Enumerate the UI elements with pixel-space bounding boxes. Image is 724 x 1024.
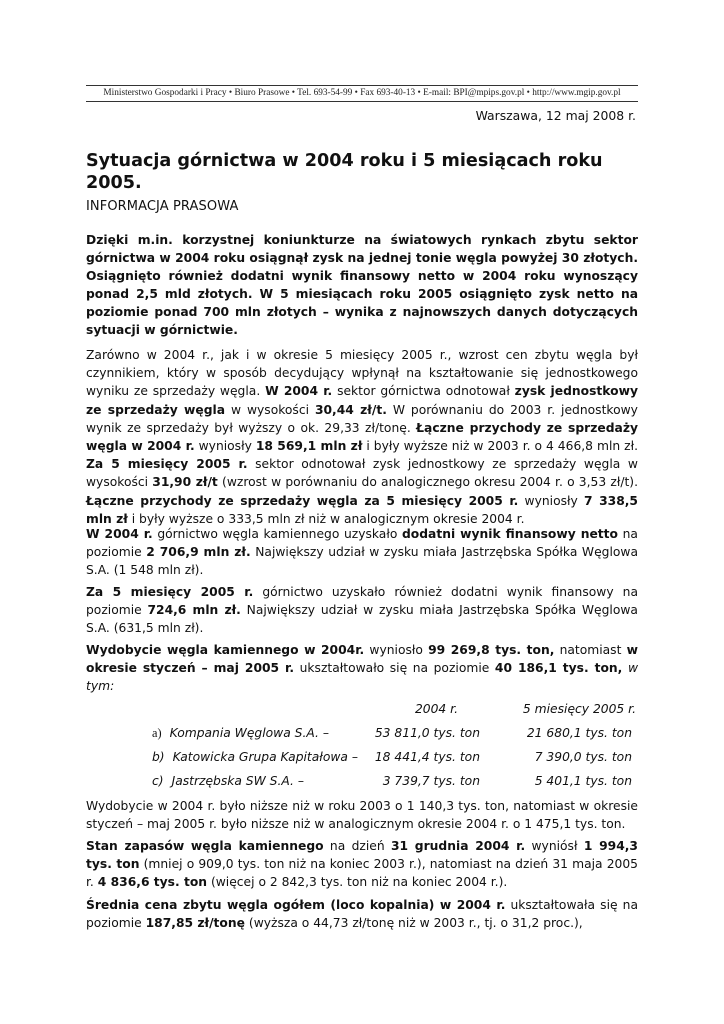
page-title: Sytuacja górnictwa w 2004 roku i 5 miesiącach roku 2005. <box>86 151 603 193</box>
table-row <box>86 726 638 744</box>
company-name: Jastrzębska SW S.A. – <box>171 774 305 788</box>
header-rule-top <box>86 85 638 86</box>
column-header-2005: 5 miesięcy 2005 r. <box>522 702 636 716</box>
paragraph-stocks: Stan zapasów węgla kamiennego na dzień 31 grudnia 2004 r. wyniósł 1 994,3 tys. ton (mniej o 909,0 tys. ton niż na koniec 2003 r.), natomiast na dzień 31 maja 2005 r. 4 836,6 tys. ton (więcej o 2 842,3 tys. ton niż na koniec 2004 r.). <box>86 839 638 890</box>
value-2004: 3 739,7 tys. ton <box>382 774 480 788</box>
paragraph-net-result-2005: Za 5 miesięcy 2005 r. górnictwo uzyskało również dodatni wynik finansowy na poziomie 724,6 mln zł. Największy udział w zysku miała Jastrzębska Spółka Węglowa S.A. (631,5 mln zł). <box>86 585 639 636</box>
paragraph-profit: Zarówno w 2004 r., jak i w okresie 5 miesięcy 2005 r., wzrost cen zbytu węgla był czynnikiem, który w sposób decydujący wpłynął na kształtowanie się jednostkowego wyniku ze sprzedaży węgla. W 2004 r. sektor górnictwa odnotował zysk jednostkowy ze sprzedaży węgla w wysokości 30,44 zł/t. W porównaniu do 2003 r. jednostkowy wynik ze sprzedaży był wyższy o ok. 29,33 zł/tonę. Łączne przychody ze sprzedaży węgla w 2004 r. wyniosły 18 569,1 mln zł i były wyższe niż w 2003 r. o 4 466,8 mln zł. Za 5 miesięcy 2005 r. sektor odnotował zysk jednostkowy ze sprzedaży węgla w wysokości 31,90 zł/t (wzrost w porównaniu do analogicznego okresu 2004 r. o 3,53 zł/t). Łączne przychody ze sprzedaży węgla za 5 miesięcy 2005 r. wyniosły 7 338,5 mln zł i były wyższe o 333,5 mln zł niż w analogicznym okresie 2004 r. <box>86 348 638 526</box>
column-header-2004: 2004 r. <box>414 702 458 716</box>
paragraph-net-result-2004: W 2004 r. górnictwo węgla kamiennego uzyskało dodatni wynik finansowy netto na poziomie 2 706,9 mln zł. Największy udział w zysku miała Jastrzębska Spółka Węglowa S.A. (1 548 mln zł). <box>86 527 638 578</box>
value-2005: 7 390,0 tys. ton <box>534 750 632 764</box>
masthead: Ministerstwo Gospodarki i Pracy • Biuro Prasowe • Tel. 693-54-99 • Fax 693-40-13 • E-mail: BPI@mpips.gov.pl • http://www.mgip.gov.pl <box>103 88 621 98</box>
header-rule-bottom <box>86 101 638 102</box>
lead-paragraph: Dzięki m.in. korzystnej koniunkturze na światowych rynkach zbytu sektor górnictwa w 2004 roku osiągnął zysk na jednej tonie węgla powyżej 30 złotych. Osiągnięto również dodatni wynik finansowy netto w 2004 roku wynoszący ponad 2,5 mld złotych. W 5 miesiącach roku 2005 osiągnięto zysk netto na poziomie ponad 700 mln złotych – wynika z najnowszych danych dotyczących sytuacji w górnictwie. <box>86 233 638 337</box>
row-index: b) <box>152 750 165 764</box>
paragraph-average-price: Średnia cena zbytu węgla ogółem (loco kopalnia) w 2004 r. ukształtowała się na poziomie 187,85 zł/tonę (wyższa o 44,73 zł/tonę niż w 2003 r., tj. o 31,2 proc.), <box>86 898 638 931</box>
company-name: Katowicka Grupa Kapitałowa – <box>172 750 358 764</box>
company-name: Kompania Węglowa S.A. – <box>169 726 329 740</box>
table-header-row <box>86 702 638 720</box>
document-type: INFORMACJA PRASOWA <box>86 199 239 214</box>
table-row <box>86 750 638 768</box>
row-index: a) <box>152 726 162 740</box>
paragraph-output: Wydobycie węgla kamiennego w 2004r. wyniosło 99 269,8 tys. ton, natomiast w okresie styczeń – maj 2005 r. ukształtowało się na poziomie 40 186,1 tys. ton, w tym: <box>86 643 638 694</box>
paragraph-output-change: Wydobycie w 2004 r. było niższe niż w roku 2003 o 1 140,3 tys. ton, natomiast w okresie styczeń – maj 2005 r. było niższe niż w analogicznym okresie 2004 r. o 1 475,1 tys. ton. <box>86 799 638 832</box>
table-row <box>86 774 638 792</box>
row-index: c) <box>152 774 164 788</box>
date-line: Warszawa, 12 maj 2008 r. <box>475 108 636 123</box>
value-2005: 5 401,1 tys. ton <box>534 774 632 788</box>
value-2005: 21 680,1 tys. ton <box>526 726 632 740</box>
value-2004: 18 441,4 tys. ton <box>374 750 480 764</box>
value-2004: 53 811,0 tys. ton <box>374 726 480 740</box>
